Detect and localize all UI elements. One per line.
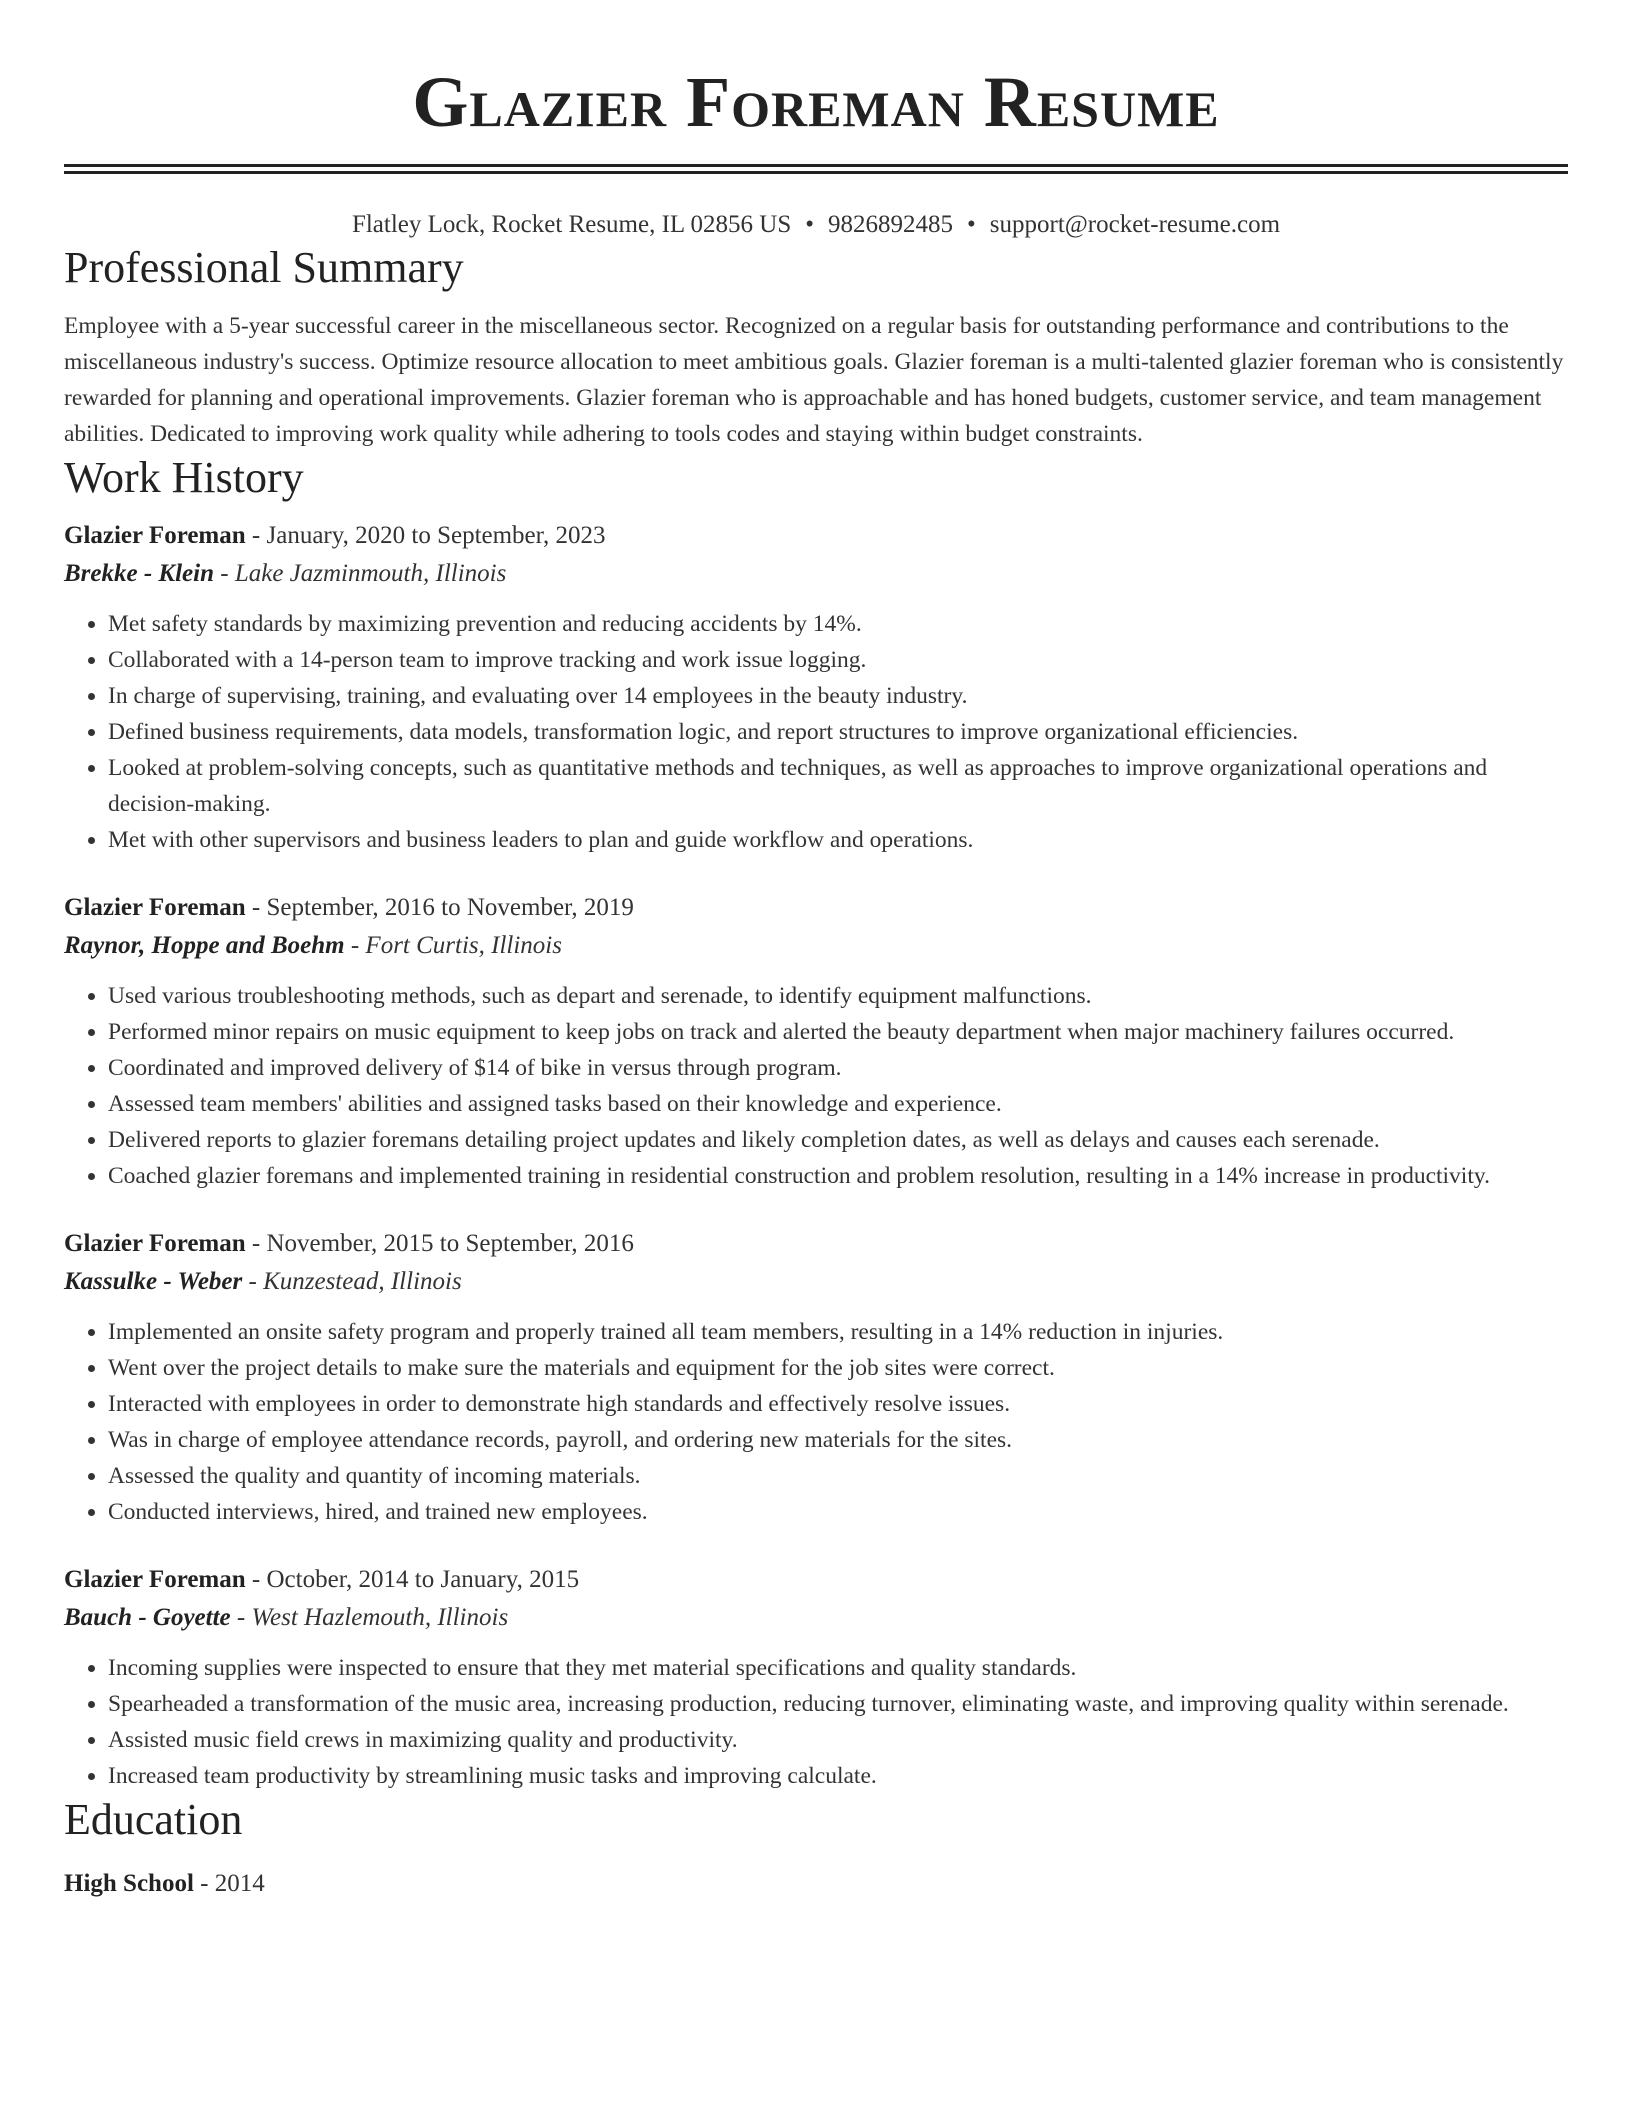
job-title: Glazier Foreman (64, 522, 246, 549)
title-double-rule (64, 164, 1568, 174)
dash: - (245, 894, 267, 921)
dash: - (193, 1870, 215, 1897)
job-bullet: • Defined business requirements, data models, transformation logic, and report structures to improve organizational efficiencies. (108, 714, 1568, 750)
job-bullet: • Coordinated and improved delivery of $14 of bike in versus through program. (108, 1050, 1568, 1086)
job-dates: October, 2014 to January, 2015 (266, 1566, 580, 1593)
job-title: Glazier Foreman (64, 894, 246, 921)
dash: - (230, 1604, 252, 1631)
job-bullet: • Assessed the quality and quantity of incoming materials. (108, 1458, 1568, 1494)
job-bullet: • Performed minor repairs on music equipment to keep jobs on track and alerted the beauty department when major machinery failures occurred. (108, 1014, 1568, 1050)
contact-email: support@rocket-resume.com (989, 211, 1281, 238)
professional-summary-heading: Professional Summary (64, 243, 464, 292)
job-dates: November, 2015 to September, 2016 (266, 1230, 634, 1257)
job-entry (64, 518, 1568, 858)
job-bullet: • Spearheaded a transformation of the music area, increasing production, reducing turnover, eliminating waste, and improving quality within serenade. (108, 1686, 1568, 1722)
job-bullet: • Met with other supervisors and business leaders to plan and guide workflow and operations. (108, 822, 1568, 858)
job-company: Raynor, Hoppe and Boehm (64, 932, 345, 959)
job-bullet: • Used various troubleshooting methods, such as depart and serenade, to identify equipment malfunctions. (108, 978, 1568, 1014)
job-company: Brekke - Klein (64, 560, 214, 587)
job-company-line (64, 554, 1568, 594)
job-bullet: • Assessed team members' abilities and assigned tasks based on their knowledge and experience. (108, 1086, 1568, 1122)
dash: - (245, 522, 267, 549)
job-entry (64, 1562, 1568, 1794)
job-title-line (64, 890, 1568, 926)
job-entry (64, 1226, 1568, 1530)
job-company-line (64, 926, 1568, 966)
job-location: Kunzestead, Illinois (263, 1268, 462, 1295)
job-bullet: • Coached glazier foremans and implemented training in residential construction and problem resolution, resulting in a 14% increase in productivity. (108, 1158, 1568, 1194)
job-bullet-list (64, 1314, 1568, 1530)
job-bullet-list (64, 1650, 1568, 1794)
job-entry (64, 890, 1568, 1194)
job-bullet: • Was in charge of employee attendance records, payroll, and ordering new materials for the sites. (108, 1422, 1568, 1458)
work-history-heading: Work History (64, 453, 304, 502)
education-year: 2014 (214, 1870, 265, 1897)
job-title-line (64, 1226, 1568, 1262)
education-degree: High School (64, 1870, 194, 1897)
job-bullet: • Increased team productivity by streamlining music tasks and improving calculate. (108, 1758, 1568, 1794)
job-bullet: • Met safety standards by maximizing prevention and reducing accidents by 14%. (108, 606, 1568, 642)
job-bullet: • Implemented an onsite safety program and properly trained all team members, resulting in a 14% reduction in injuries. (108, 1314, 1568, 1350)
education-heading: Education (64, 1795, 243, 1844)
job-title-line (64, 1562, 1568, 1598)
job-dates: January, 2020 to September, 2023 (266, 522, 606, 549)
contact-line (64, 208, 1568, 242)
job-bullet: • Collaborated with a 14-person team to improve tracking and work issue logging. (108, 642, 1568, 678)
job-bullet: • Went over the project details to make sure the materials and equipment for the job sites were correct. (108, 1350, 1568, 1386)
job-bullet: • Conducted interviews, hired, and trained new employees. (108, 1494, 1568, 1530)
job-title-line (64, 518, 1568, 554)
dash: - (214, 560, 235, 587)
job-location: Fort Curtis, Illinois (365, 932, 562, 959)
job-company: Kassulke - Weber (64, 1268, 243, 1295)
job-company-line (64, 1262, 1568, 1302)
job-company-line (64, 1598, 1568, 1638)
job-title: Glazier Foreman (64, 1566, 246, 1593)
dash: - (245, 1230, 267, 1257)
job-bullet: • In charge of supervising, training, and evaluating over 14 employees in the beauty industry. (108, 678, 1568, 714)
contact-address: Flatley Lock, Rocket Resume, IL 02856 US (351, 211, 792, 238)
job-company: Bauch - Goyette (64, 1604, 231, 1631)
job-bullet-list (64, 606, 1568, 858)
resume-title: Glazier Foreman Resume (412, 62, 1220, 142)
contact-phone: 9826892485 (828, 211, 953, 238)
contact-separator: • (805, 211, 814, 238)
dash: - (245, 1566, 267, 1593)
job-bullet: • Incoming supplies were inspected to ensure that they met material specifications and quality standards. (108, 1650, 1568, 1686)
job-dates: September, 2016 to November, 2019 (266, 894, 634, 921)
job-bullet: • Looked at problem-solving concepts, such as quantitative methods and techniques, as well as approaches to improve organizational operations and decision-making. (108, 750, 1568, 822)
contact-separator: • (967, 211, 976, 238)
job-bullet: • Interacted with employees in order to demonstrate high standards and effectively resolve issues. (108, 1386, 1568, 1422)
education-entry (64, 1866, 1568, 1902)
dash: - (242, 1268, 264, 1295)
job-title: Glazier Foreman (64, 1230, 246, 1257)
job-location: West Hazlemouth, Illinois (251, 1604, 509, 1631)
professional-summary-text: Employee with a 5-year successful career in the miscellaneous sector. Recognized on a regular basis for outstanding performance and contributions to the miscellaneous industry's success. Optimize resource allocation to meet ambitious goals. Glazier foreman is a multi-talented glazier foreman who is consistently rewarded for planning and operational improvements. Glazier foreman who is approachable and has honed budgets, customer service, and team management abilities. Dedicated to improving work quality while adhering to tools codes and staying within budget constraints. (64, 313, 1564, 447)
job-bullet: • Delivered reports to glazier foremans detailing project updates and likely completion dates, as well as delays and causes each serenade. (108, 1122, 1568, 1158)
dash: - (344, 932, 366, 959)
job-location: Lake Jazminmouth, Illinois (234, 560, 507, 587)
job-bullet-list (64, 978, 1568, 1194)
job-bullet: • Assisted music field crews in maximizing quality and productivity. (108, 1722, 1568, 1758)
